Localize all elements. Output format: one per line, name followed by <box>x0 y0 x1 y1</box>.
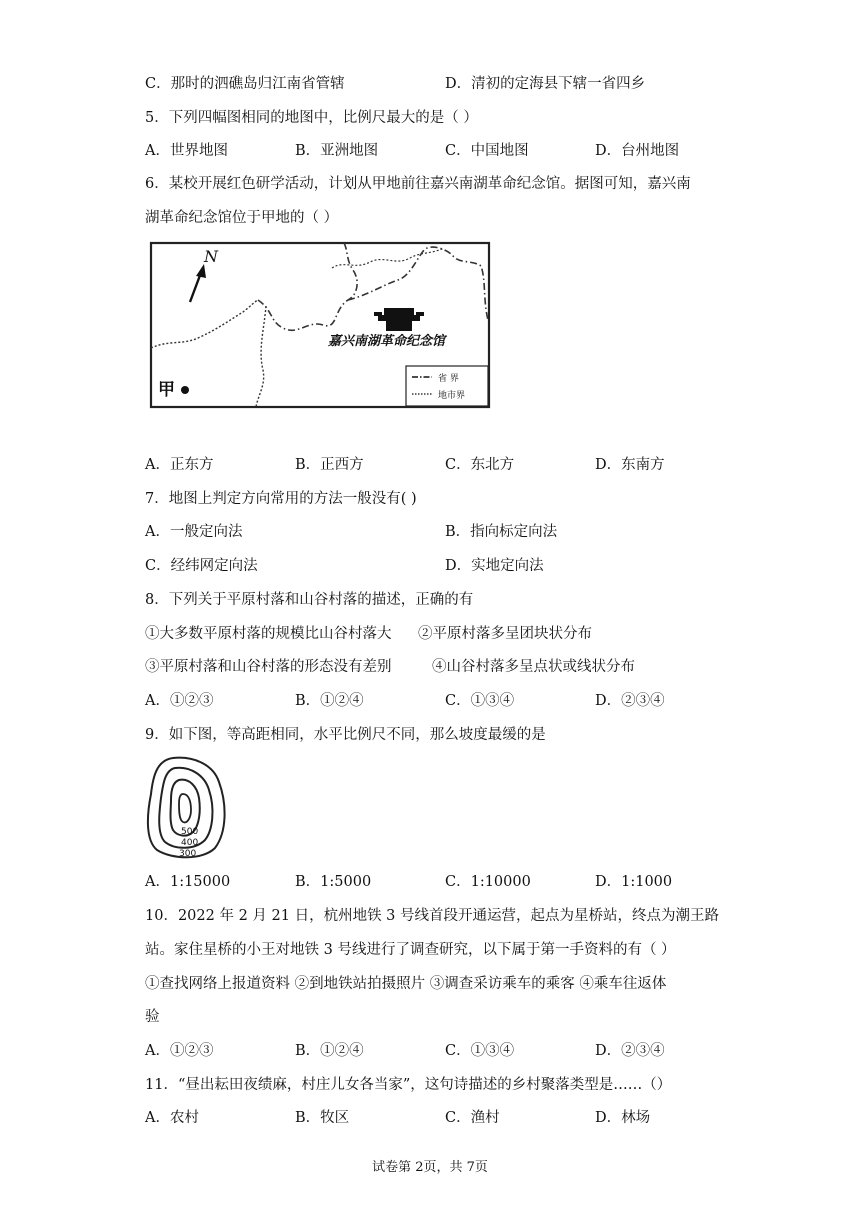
q7-stem: 7．地图上判定方向常用的方法一般没有( ) <box>145 491 417 507</box>
q5-option-d: D．台州地图 <box>595 143 680 159</box>
q9-stem: 9．如下图，等高距相同，水平比例尺不同，那么坡度最缓的是 <box>145 727 546 743</box>
q10-option-b: B．①②④ <box>295 1043 364 1059</box>
q6-stem-line2: 湖革命纪念馆位于甲地的（ ） <box>145 210 339 226</box>
q5-option-a: A．世界地图 <box>145 143 228 159</box>
q9-option-c: C．1:10000 <box>445 874 531 890</box>
origin-dot <box>181 386 189 394</box>
q10-items-line2: 验 <box>145 1009 160 1025</box>
q4-option-d: D．清初的定海县下辖一省四乡 <box>445 76 646 92</box>
q8-stem: 8．下列关于平原村落和山谷村落的描述，正确的有 <box>145 592 474 608</box>
q6-map <box>148 240 493 410</box>
contour-label-400: 400 <box>181 838 199 848</box>
q8-option-a: A．①②③ <box>145 693 214 709</box>
contour-inner <box>179 794 191 822</box>
q6-option-a: A．正东方 <box>145 457 214 473</box>
contour-label-300: 300 <box>179 849 197 859</box>
q8-option-d: D．②③④ <box>595 693 665 709</box>
q9-contour-map <box>143 754 233 862</box>
q7-option-d: D．实地定向法 <box>445 558 544 574</box>
q9-option-b: B．1:5000 <box>295 874 372 890</box>
q6-stem-line1: 6．某校开展红色研学活动，计划从甲地前往嘉兴南湖革命纪念馆。据图可知，嘉兴南 <box>145 176 691 192</box>
legend-province-label: 省 界 <box>438 374 459 384</box>
q8-item-4: ④山谷村落多呈点状或线状分布 <box>432 659 635 675</box>
q8-item-1: ①大多数平原村落的规模比山谷村落大 <box>145 626 392 642</box>
q6-option-c: C．东北方 <box>445 457 515 473</box>
q9-contour-figure <box>143 754 233 862</box>
q5-option-b: B．亚洲地图 <box>295 143 379 159</box>
q9-option-d: D．1:1000 <box>595 874 673 890</box>
origin-label: 甲 <box>158 380 175 400</box>
q11-option-c: C．渔村 <box>445 1110 500 1126</box>
q10-option-d: D．②③④ <box>595 1043 665 1059</box>
q10-items-line1: ①查找网络上报道资料 ②到地铁站拍摄照片 ③调查采访乘车的乘客 ④乘车往返体 <box>145 976 667 992</box>
q9-option-a: A．1:15000 <box>145 874 231 890</box>
q5-stem: 5．下列四幅图相同的地图中，比例尺最大的是（ ） <box>145 110 478 126</box>
memorial-label: 嘉兴南湖革命纪念馆 <box>328 334 446 349</box>
contour-label-500: 500 <box>181 827 199 837</box>
q5-option-c: C．中国地图 <box>445 143 529 159</box>
q8-item-3: ③平原村落和山谷村落的形态没有差别 <box>145 659 392 675</box>
q4-option-c: C．那时的泗礁岛归江南省管辖 <box>145 76 345 92</box>
q11-option-b: B．牧区 <box>295 1110 350 1126</box>
q8-item-2: ②平原村落多呈团块状分布 <box>418 626 592 642</box>
q11-option-a: A．农村 <box>145 1110 199 1126</box>
q10-stem-line2: 站。家住星桥的小王对地铁 3 号线进行了调查研究，以下属于第一手资料的有（ ） <box>145 942 676 958</box>
legend-city-label: 地市界 <box>438 391 466 401</box>
q7-option-a: A．一般定向法 <box>145 524 243 540</box>
q8-option-b: B．①②④ <box>295 693 364 709</box>
q11-option-d: D．林场 <box>595 1110 651 1126</box>
q7-option-b: B．指向标定向法 <box>445 524 558 540</box>
q10-stem-line1: 10．2022 年 2 月 21 日，杭州地铁 3 号线首段开通运营，起点为星桥站，终点为潮王路 <box>145 908 720 924</box>
q6-option-b: B．正西方 <box>295 457 364 473</box>
q10-option-c: C．①③④ <box>445 1043 515 1059</box>
page-footer: 试卷第 2页，共 7页 <box>372 1160 488 1175</box>
q6-option-d: D．东南方 <box>595 457 665 473</box>
q7-option-c: C．经纬网定向法 <box>145 558 258 574</box>
north-label: N <box>204 247 218 266</box>
q8-option-c: C．①③④ <box>445 693 515 709</box>
q11-stem: 11．“昼出耘田夜绩麻，村庄儿女各当家”，这句诗描述的乡村聚落类型是……（） <box>145 1077 672 1093</box>
q6-map-figure <box>148 240 493 410</box>
q10-option-a: A．①②③ <box>145 1043 214 1059</box>
